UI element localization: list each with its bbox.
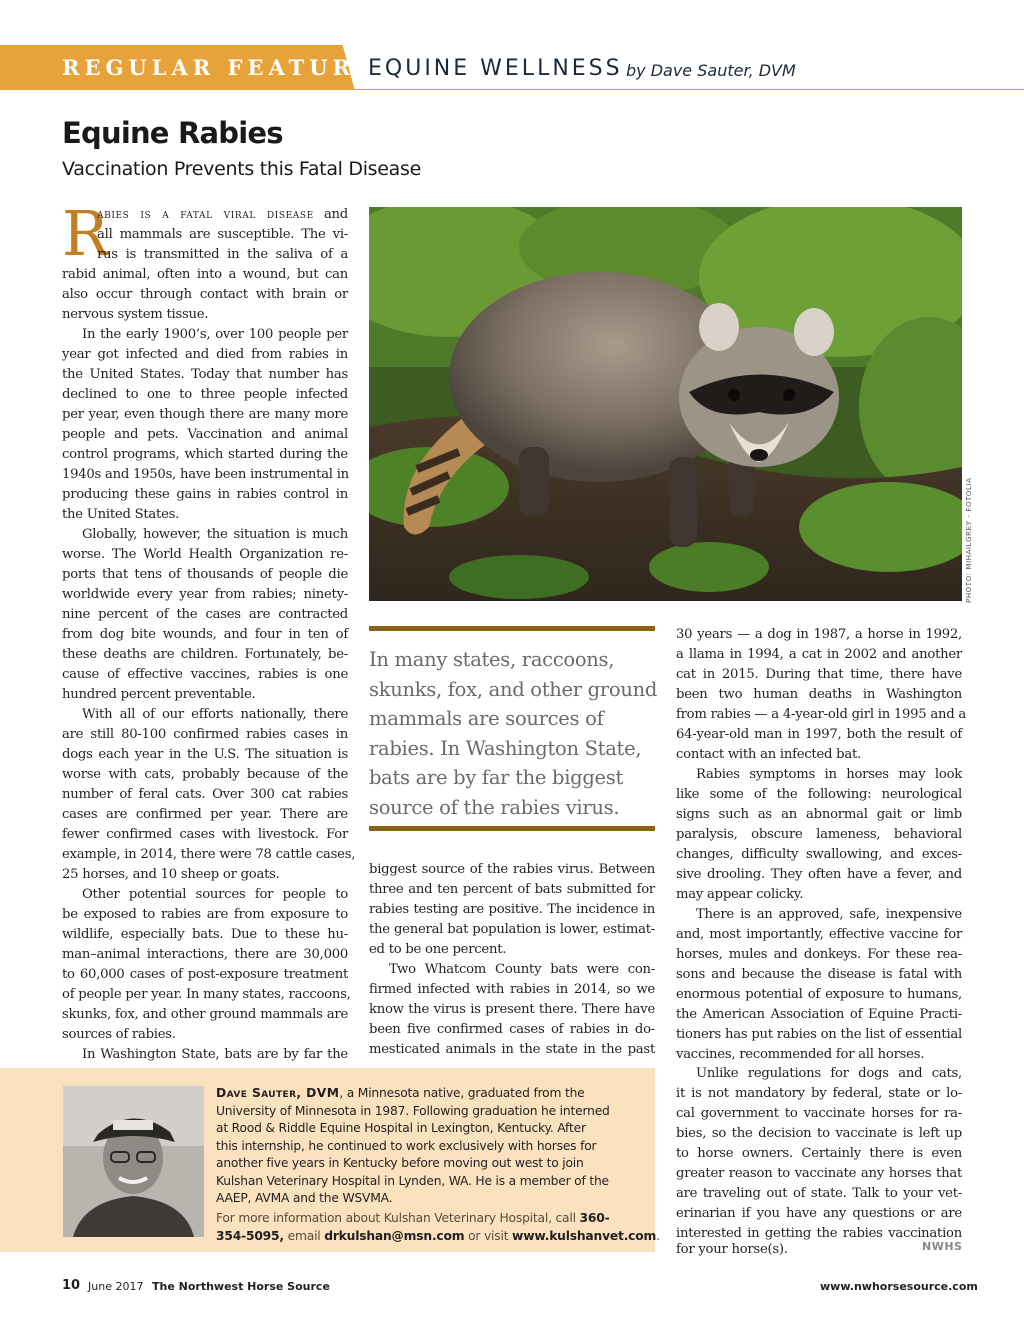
bio-line: another five years in Kentucky before moving out west to join bbox=[216, 1156, 584, 1170]
article-subtitle: Vaccination Prevents this Fatal Disease bbox=[62, 158, 422, 180]
text-line: Other potential sources for people to bbox=[82, 887, 348, 902]
page-number: 10 bbox=[62, 1278, 81, 1293]
text-span: and bbox=[323, 207, 348, 222]
raccoon-photo bbox=[369, 207, 962, 601]
text-line: to horse owners. Certainly there is even bbox=[676, 1146, 962, 1161]
text-line: these deaths are children. Fortunately, be- bbox=[62, 647, 348, 662]
text-line: Globally, however, the situation is much bbox=[82, 527, 348, 542]
text-line: ports that tens of thousands of people die bbox=[62, 567, 348, 582]
pull-quote bbox=[369, 645, 659, 822]
publication-url[interactable]: www.nwhorsesource.com bbox=[820, 1280, 978, 1293]
text-line: interested in getting the rabies vaccination bbox=[676, 1226, 962, 1241]
text-line: a llama in 1994, a cat in 2002 and another bbox=[676, 647, 962, 662]
text-line: from rabies — a 4-year-old girl in 1995 and a bbox=[676, 707, 966, 722]
text-line: Rabies symptoms in horses may look bbox=[696, 767, 962, 782]
bio-line: this internship, he continued to work exclusively with horses for bbox=[216, 1138, 597, 1153]
text-line: signs such as an abnormal gait or limb bbox=[676, 807, 962, 822]
website-link[interactable]: www.kulshanvet.com bbox=[512, 1228, 657, 1243]
text-line: sive drooling. They often have a fever, and bbox=[676, 867, 962, 882]
text-line: tioners has put rabies on the list of essential bbox=[676, 1027, 962, 1042]
text-line: hundred percent preventable. bbox=[62, 687, 256, 702]
text-line: contact with an infected bat. bbox=[676, 747, 861, 762]
text-line: it is not mandatory by federal, state or lo- bbox=[676, 1086, 962, 1101]
text-line: There is an approved, safe, inexpensive bbox=[696, 907, 962, 922]
publication-name: The Northwest Horse Source bbox=[152, 1280, 330, 1293]
contact-text: email bbox=[283, 1228, 325, 1243]
text-line: sources of rabies. bbox=[62, 1027, 176, 1042]
text-line: number of feral cats. Over 300 cat rabies bbox=[62, 787, 348, 802]
contact-info bbox=[216, 1210, 660, 1245]
text-line: paralysis, obscure lameness, behavioral bbox=[676, 827, 962, 842]
text-line: people and pets. Vaccination and animal bbox=[62, 427, 348, 442]
text-line: may appear colicky. bbox=[676, 887, 804, 902]
text-line: firmed infected with rabies in 2014, so we bbox=[369, 982, 655, 997]
text-line: biggest source of the rabies virus. Between bbox=[369, 862, 655, 877]
text-line: greater reason to vaccinate any horses that bbox=[676, 1166, 962, 1181]
text-line: In Washington State, bats are by far the bbox=[82, 1047, 348, 1062]
contact-line-1 bbox=[216, 1210, 646, 1228]
text-line: all mammals are susceptible. The vi- bbox=[97, 227, 348, 242]
author-name: Dave Sauter, DVM bbox=[216, 1086, 340, 1100]
text-line: With all of our efforts nationally, there bbox=[82, 707, 348, 722]
text-line: skunks, fox, and other ground mammals are bbox=[62, 1007, 348, 1022]
text-line: to 60,000 cases of post-exposure treatment bbox=[62, 967, 348, 982]
text-line: 25 horses, and 10 sheep or goats. bbox=[62, 867, 280, 882]
text-line: the United States. Today that number has bbox=[62, 367, 348, 382]
text-line: erinarian if you have any questions or are bbox=[676, 1206, 962, 1221]
text-line: worse with cats, probably because of the bbox=[62, 767, 348, 782]
bio-line: Kulshan Veterinary Hospital in Lynden, WA. He is a member of the bbox=[216, 1173, 609, 1188]
text-line: control programs, which started during the bbox=[62, 447, 348, 462]
pull-quote-line: In many states, raccoons, bbox=[369, 648, 615, 671]
byline: by Dave Sauter, DVM bbox=[626, 61, 796, 80]
text-line: be exposed to rabies are from exposure to bbox=[62, 907, 348, 922]
section-name: EQUINE WELLNESS bbox=[368, 56, 623, 81]
text-line bbox=[97, 205, 348, 224]
pull-quote-line: rabies. In Washington State, bbox=[369, 736, 642, 760]
text-line: example, in 2014, there were 78 cattle cases, bbox=[62, 847, 356, 862]
text-line: 64-year-old man in 1997, both the result of bbox=[676, 727, 962, 742]
text-line: the general bat population is lower, estimat- bbox=[369, 922, 655, 937]
contact-text: For more information about Kulshan Veterinary Hospital, call bbox=[216, 1211, 580, 1225]
header-rule bbox=[0, 89, 1024, 90]
bio-line: University of Minnesota in 1987. Following graduation he interned bbox=[216, 1103, 610, 1118]
author-bio bbox=[216, 1085, 646, 1208]
text-line: worldwide every year from rabies; ninety- bbox=[62, 587, 348, 602]
pull-quote-line: mammals are sources of bbox=[369, 707, 604, 730]
end-mark: NWHS bbox=[922, 1240, 963, 1253]
article-title: Equine Rabies bbox=[62, 116, 283, 150]
text-line: cal government to vaccinate horses for ra- bbox=[676, 1106, 962, 1121]
text-line: enormous potential of exposure to humans, bbox=[676, 987, 962, 1002]
author-photo bbox=[63, 1086, 204, 1237]
text-line: year got infected and died from rabies in bbox=[62, 347, 348, 362]
text-line: and, most importantly, effective vaccine for bbox=[676, 927, 962, 942]
text-line: worse. The World Health Organization re- bbox=[62, 547, 348, 562]
text-line: the United States. bbox=[62, 507, 180, 522]
text-line: declined to one to three people infected bbox=[62, 387, 348, 402]
text-line: rabies testing are positive. The incidence in bbox=[369, 902, 655, 917]
text-line: of people per year. In many states, raccoons, bbox=[62, 987, 351, 1002]
text-line: ed to be one percent. bbox=[369, 942, 507, 957]
bio-line: AAEP, AVMA and the WSVMA. bbox=[216, 1191, 393, 1205]
contact-line-2 bbox=[216, 1228, 660, 1246]
pull-quote-line: skunks, fox, and other ground bbox=[369, 677, 658, 701]
text-line: Unlike regulations for dogs and cats, bbox=[696, 1066, 962, 1081]
text-line: bies, so the decision to vaccinate is left up bbox=[676, 1126, 962, 1141]
text-line: per year, even though there are many more bbox=[62, 407, 348, 422]
bio-text: , a Minnesota native, graduated from the bbox=[339, 1086, 585, 1100]
issue-date: June 2017 bbox=[88, 1280, 144, 1293]
photo-credit: PHOTO: MIHAILGREY - FOTOLIA bbox=[965, 477, 973, 603]
text-line: like some of the following: neurological bbox=[676, 787, 962, 802]
text-line: cause of effective vaccines, rabies is one bbox=[62, 667, 348, 682]
lead-in: abies is a fatal viral disease bbox=[97, 207, 314, 222]
bio-line bbox=[216, 1085, 646, 1103]
text-line: man–animal interactions, there are 30,000 bbox=[62, 947, 348, 962]
text-line: horses, mules and donkeys. For these rea- bbox=[676, 947, 962, 962]
contact-text: or visit bbox=[464, 1228, 513, 1243]
text-line: three and ten percent of bats submitted for bbox=[369, 882, 655, 897]
text-line: fewer confirmed cases with livestock. For bbox=[62, 827, 348, 842]
phone-number-cont[interactable]: 354-5095, bbox=[216, 1228, 284, 1243]
text-line: cat in 2015. During that time, there have bbox=[676, 667, 962, 682]
pull-quote-line: bats are by far the biggest bbox=[369, 766, 623, 789]
text-line: nervous system tissue. bbox=[62, 307, 209, 322]
text-line: mesticated animals in the state in the past bbox=[369, 1042, 655, 1057]
pull-quote-line: source of the rabies virus. bbox=[369, 795, 620, 819]
pull-quote-rule-bottom bbox=[369, 826, 655, 831]
text-line: the American Association of Equine Practi- bbox=[676, 1007, 962, 1022]
text-line: changes, difficulty swallowing, and exces- bbox=[676, 847, 962, 862]
text-line: know the virus is present there. There have bbox=[369, 1002, 655, 1017]
text-line: 30 years — a dog in 1987, a horse in 1992, bbox=[676, 627, 962, 642]
text-line: cases are confirmed per year. There are bbox=[62, 807, 348, 822]
text-line: are still 80-100 confirmed rabies cases in bbox=[62, 727, 348, 742]
email-link[interactable]: drkulshan@msn.com bbox=[324, 1228, 465, 1243]
text-line: Two Whatcom County bats were con- bbox=[389, 962, 655, 977]
contact-text: . bbox=[656, 1228, 660, 1243]
text-line: been five confirmed cases of rabies in do- bbox=[369, 1022, 655, 1037]
bio-line: at Rood & Riddle Equine Hospital in Lexington, Kentucky. After bbox=[216, 1121, 586, 1135]
text-line: are traveling out of state. Talk to your vet- bbox=[676, 1186, 962, 1201]
text-line: vaccines, recommended for all horses. bbox=[676, 1047, 925, 1062]
text-line: In the early 1900’s, over 100 people per bbox=[82, 327, 348, 342]
text-line: from dog bite wounds, and four in ten of bbox=[62, 627, 348, 642]
text-line: producing these gains in rabies control in bbox=[62, 487, 348, 502]
text-line: nine percent of the cases are contracted bbox=[62, 607, 348, 622]
drop-cap: R bbox=[62, 197, 109, 270]
text-line: rus is transmitted in the saliva of a bbox=[97, 247, 348, 262]
text-line: for your horse(s). bbox=[676, 1242, 788, 1257]
text-line: sons and because the disease is fatal with bbox=[676, 967, 962, 982]
pull-quote-rule-top bbox=[369, 626, 655, 631]
text-line: dogs each year in the U.S. The situation is bbox=[62, 747, 348, 762]
text-line: wildlife, especially bats. Due to these hu- bbox=[62, 927, 348, 942]
text-line: rabid animal, often into a wound, but can bbox=[62, 267, 348, 282]
text-line: 1940s and 1950s, have been instrumental in bbox=[62, 467, 349, 482]
text-line: been two human deaths in Washington bbox=[676, 687, 962, 702]
phone-number[interactable]: 360- bbox=[579, 1211, 610, 1225]
text-line: also occur through contact with brain or bbox=[62, 287, 348, 302]
section-kicker: REGULAR FEATURE bbox=[62, 55, 376, 80]
